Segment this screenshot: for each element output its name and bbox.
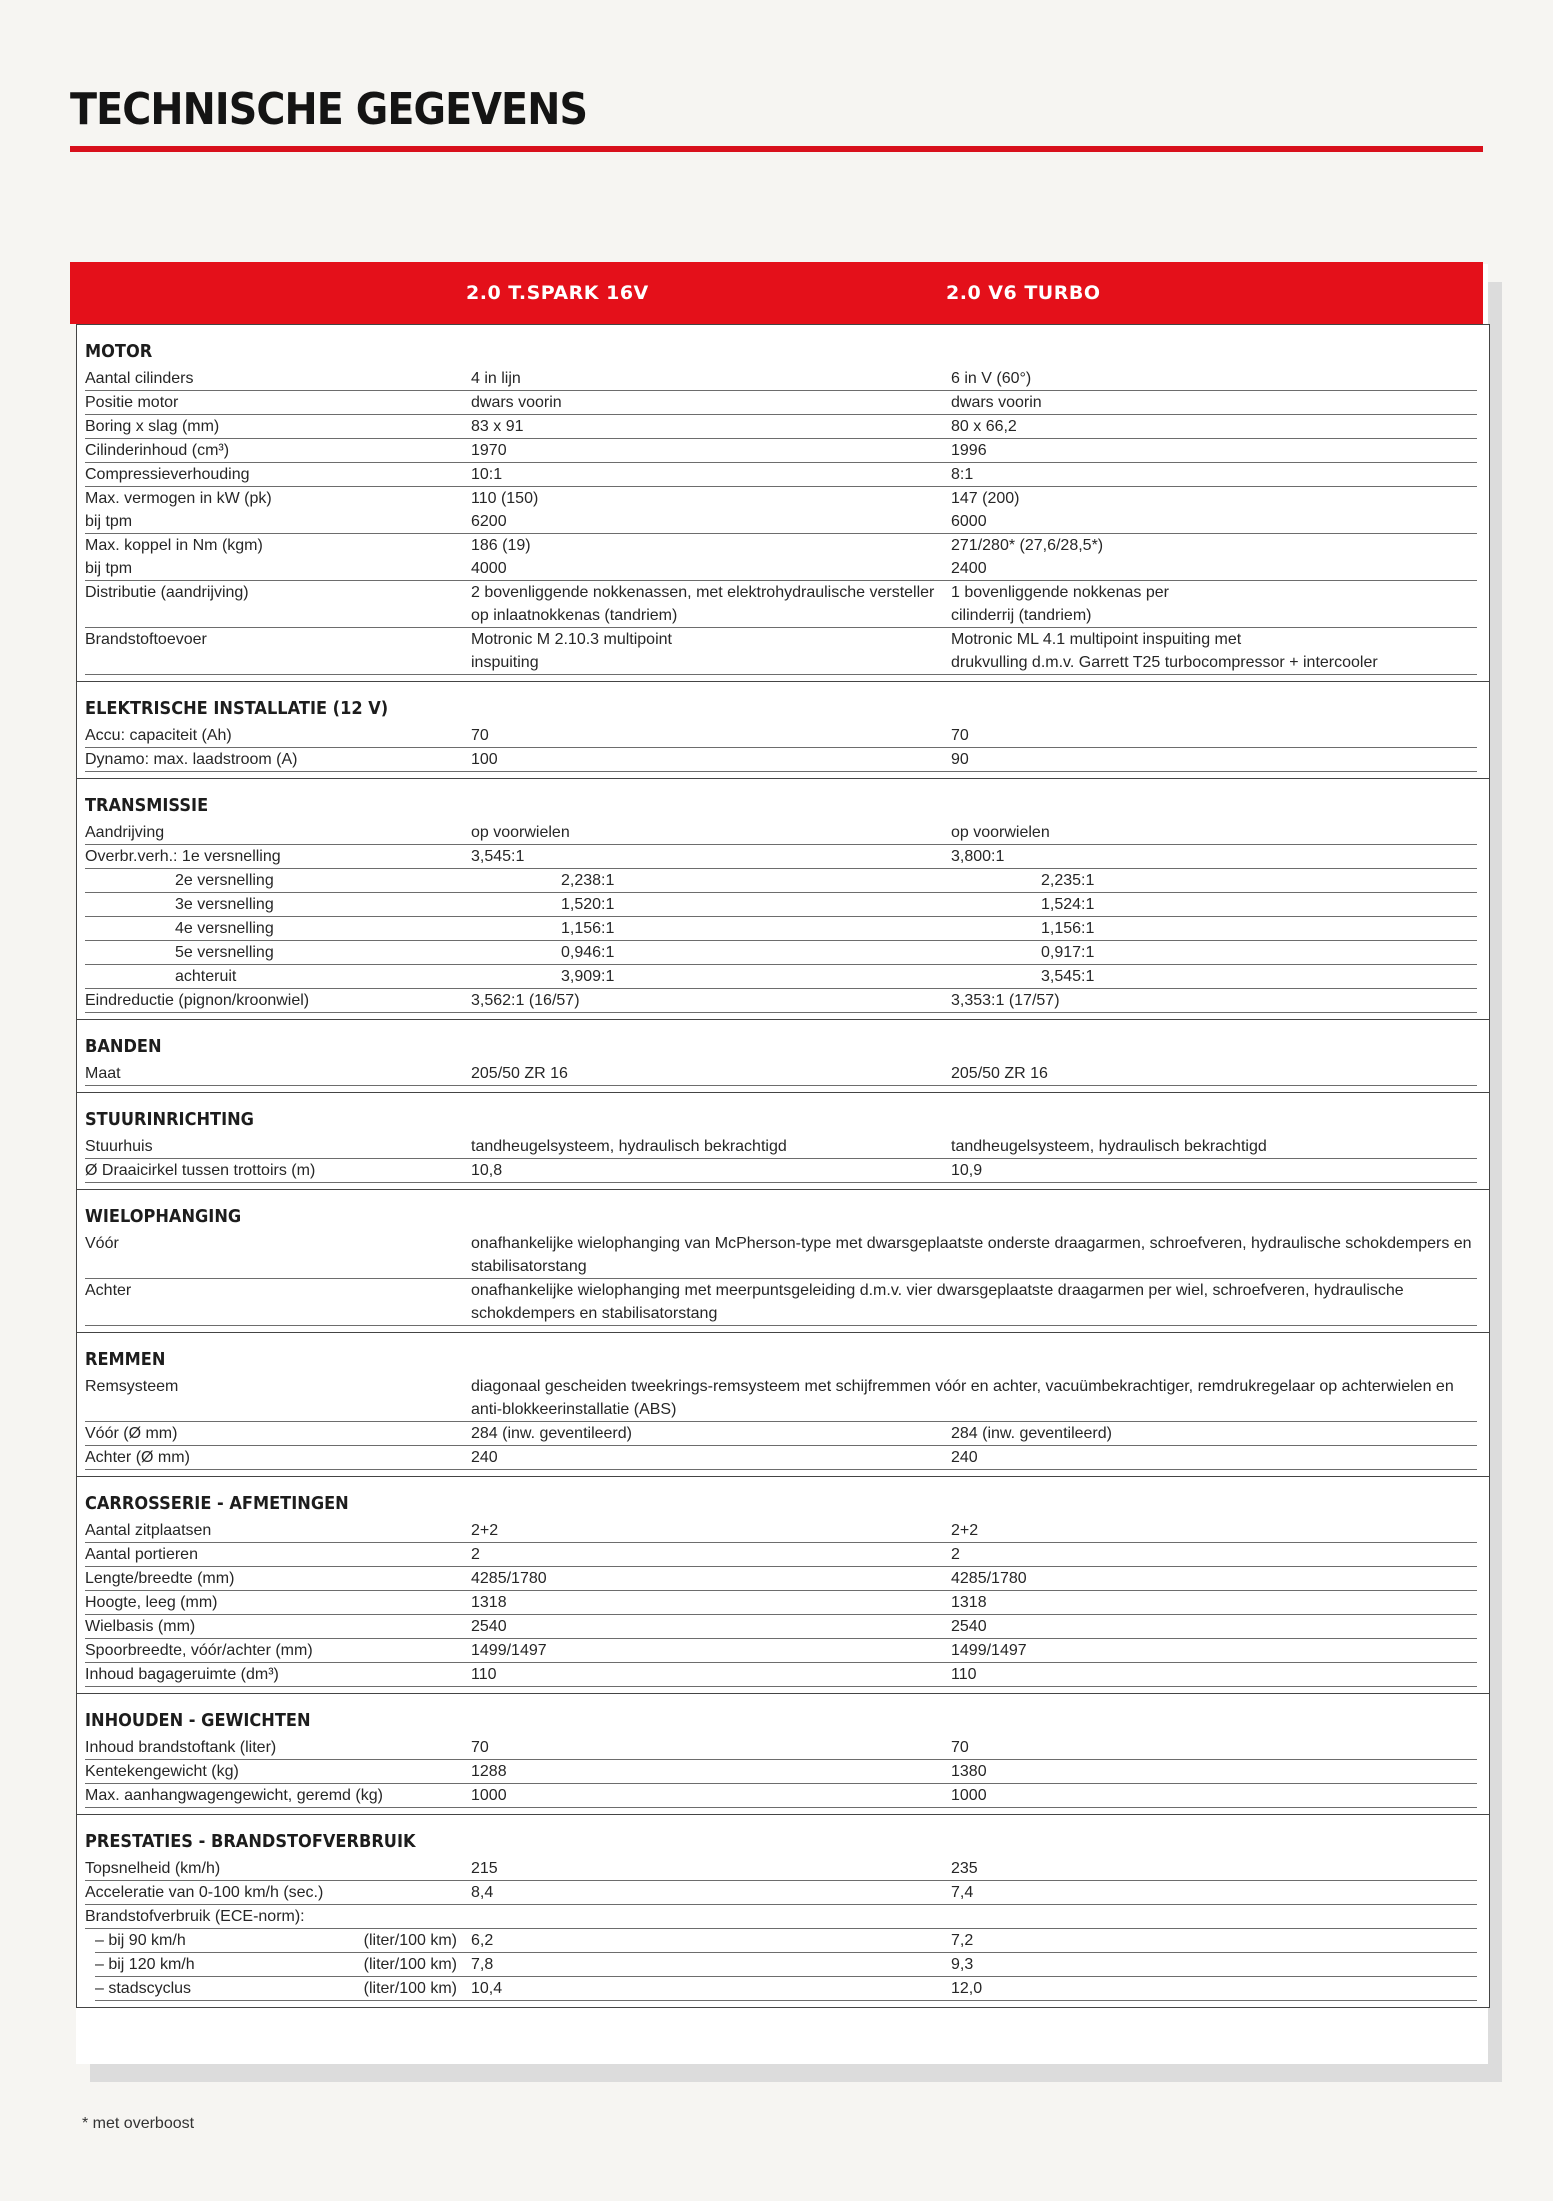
section-title: MOTOR: [85, 341, 153, 362]
cell-line: diagonaal gescheiden tweekrings-remsysteem met schijfremmen vóór en achter, vacuümbekrachtiger, remdrukregelaar op achterwielen en: [471, 1378, 1454, 1395]
title-rule: [70, 146, 1483, 152]
spec-section: [77, 778, 1489, 1019]
section-title: INHOUDEN - GEWICHTEN: [85, 1710, 311, 1731]
spec-label-text: Brandstoftoevoer: [85, 631, 207, 648]
spec-value-tspark: 3,562:1 (16/57): [471, 992, 580, 1009]
spec-label-text: Stuurhuis: [85, 1138, 153, 1155]
spec-label: [85, 941, 561, 964]
section-title: BANDEN: [85, 1036, 162, 1057]
spec-value-both: [471, 1375, 1477, 1421]
spec-label: [85, 487, 471, 533]
cell-line: anti-blokkeerinstallatie (ABS): [471, 1401, 677, 1418]
spec-label-text: Kentekengewicht (kg): [85, 1763, 239, 1780]
spec-value-tspark: 7,8: [471, 1956, 494, 1973]
spec-label: [85, 869, 561, 892]
spec-value-v6-turbo: [951, 628, 1477, 674]
spec-value-v6-turbo: [951, 581, 1477, 627]
spec-label: [85, 724, 471, 747]
spec-value-tspark: 2540: [471, 1618, 507, 1635]
spec-label-text: achteruit: [175, 968, 237, 985]
column-header-v6-turbo: 2.0 V6 TURBO: [946, 282, 1101, 304]
spec-label: [95, 1929, 471, 1952]
spec-value-tspark: 10,8: [471, 1162, 503, 1179]
spec-row: [85, 1375, 1477, 1422]
spec-row: [85, 1639, 1477, 1663]
spec-label: [85, 1639, 471, 1662]
spec-value-v6-turbo: 205/50 ZR 16: [951, 1065, 1048, 1082]
spec-label-text: Hoogte, leeg (mm): [85, 1594, 218, 1611]
section-title: STUURINRICHTING: [85, 1109, 254, 1130]
spec-row: [85, 989, 1477, 1013]
spec-value-tspark: 2: [471, 1546, 480, 1563]
spec-label: [85, 1543, 471, 1566]
spec-value-tspark: 1288: [471, 1763, 507, 1780]
spec-value-v6-turbo: 90: [951, 751, 969, 768]
spec-label-text: 2e versnelling: [175, 872, 274, 889]
spec-label: [85, 1159, 471, 1182]
spec-section: [77, 1332, 1489, 1476]
spec-row: [85, 463, 1477, 487]
spec-label-text: Overbr.verh.: 1e versnelling: [85, 848, 281, 865]
spec-value-v6-turbo: [951, 534, 1477, 580]
spec-value-tspark: 3,909:1: [561, 968, 615, 985]
spec-value-v6-turbo: 110: [951, 1666, 977, 1683]
spec-value-v6-turbo: 12,0: [951, 1980, 983, 1997]
spec-label: [85, 917, 561, 940]
spec-value-v6-turbo: dwars voorin: [951, 394, 1042, 411]
spec-row: [85, 534, 1477, 581]
spec-label: [85, 965, 561, 988]
spec-value-v6-turbo: 235: [951, 1860, 978, 1877]
spec-value-tspark: 1970: [471, 442, 507, 459]
cell-line: 6000: [951, 513, 987, 530]
spec-row: [85, 581, 1477, 628]
spec-section: [77, 1476, 1489, 1693]
spec-value-v6-turbo: 2540: [951, 1618, 987, 1635]
spec-table-header: [70, 262, 1483, 324]
spec-row: [85, 1881, 1477, 1905]
spec-label-text: 4e versnelling: [175, 920, 274, 937]
cell-line: Max. koppel in Nm (kgm): [85, 537, 263, 554]
cell-line: 271/280* (27,6/28,5*): [951, 537, 1104, 554]
cell-line: cilinderrij (tandriem): [951, 607, 1092, 624]
spec-label: [85, 1232, 471, 1278]
spec-label: [85, 1760, 471, 1783]
cell-line: inspuiting: [471, 654, 539, 671]
cell-line: 4000: [471, 560, 507, 577]
spec-value-v6-turbo: 1318: [951, 1594, 987, 1611]
spec-label-text: Accu: capaciteit (Ah): [85, 727, 232, 744]
spec-row: [85, 748, 1477, 772]
spec-value-v6-turbo: 9,3: [951, 1956, 974, 1973]
spec-row: [85, 1615, 1477, 1639]
spec-label-text: Eindreductie (pignon/kroonwiel): [85, 992, 310, 1009]
spec-value-v6-turbo: 240: [951, 1449, 978, 1466]
spec-label: [85, 415, 471, 438]
section-title: ELEKTRISCHE INSTALLATIE (12 V): [85, 698, 389, 719]
spec-value-v6-turbo: 1000: [951, 1787, 987, 1804]
spec-label-text: – stadscyclus: [95, 1980, 192, 1997]
spec-row: [95, 1953, 1477, 1977]
spec-row: [85, 845, 1477, 869]
spec-unit: (liter/100 km): [363, 1932, 457, 1949]
spec-value-tspark: 205/50 ZR 16: [471, 1065, 568, 1082]
spec-value-tspark: 100: [471, 751, 498, 768]
section-title: WIELOPHANGING: [85, 1206, 242, 1227]
spec-row: [85, 1159, 1477, 1183]
cell-line: 2 bovenliggende nokkenassen, met elektrohydraulische versteller: [471, 584, 935, 601]
cell-line: 6200: [471, 513, 507, 530]
spec-label-text: Brandstofverbruik (ECE-norm):: [85, 1908, 305, 1925]
spec-label-text: Dynamo: max. laadstroom (A): [85, 751, 298, 768]
spec-row: [85, 391, 1477, 415]
spec-label: [85, 1567, 471, 1590]
spec-section: [77, 324, 1489, 681]
spec-label: [85, 1615, 471, 1638]
spec-label-text: Vóór (Ø mm): [85, 1425, 178, 1442]
spec-value-tspark: 4285/1780: [471, 1570, 547, 1587]
spec-row: [85, 724, 1477, 748]
spec-label: [85, 1519, 471, 1542]
spec-value-v6-turbo: 1996: [951, 442, 987, 459]
spec-value-v6-turbo: 3,545:1: [1041, 968, 1095, 985]
spec-row: [85, 1135, 1477, 1159]
spec-label-text: – bij 90 km/h: [95, 1932, 186, 1949]
spec-label: [85, 748, 471, 771]
spec-row: [85, 821, 1477, 845]
spec-value-v6-turbo: 2,235:1: [1041, 872, 1095, 889]
spec-label: [85, 1446, 471, 1469]
spec-value-tspark: 4 in lijn: [471, 370, 521, 387]
spec-label-text: Aantal zitplaatsen: [85, 1522, 212, 1539]
spec-row: [95, 1977, 1477, 2001]
spec-value-v6-turbo: 2: [951, 1546, 960, 1563]
spec-row: [85, 917, 1477, 941]
section-title: REMMEN: [85, 1349, 166, 1370]
spec-value-tspark: 284 (inw. geventileerd): [471, 1425, 632, 1442]
spec-value-v6-turbo: tandheugelsysteem, hydraulisch bekrachtigd: [951, 1138, 1267, 1155]
spec-label-text: Achter (Ø mm): [85, 1449, 190, 1466]
spec-label: [85, 439, 471, 462]
spec-label: [85, 845, 471, 868]
spec-label-text: 3e versnelling: [175, 896, 274, 913]
cell-line: Motronic ML 4.1 multipoint inspuiting met: [951, 631, 1242, 648]
section-title: TRANSMISSIE: [85, 795, 209, 816]
spec-label-text: Topsnelheid (km/h): [85, 1860, 221, 1877]
spec-row: [85, 1760, 1477, 1784]
spec-label: [85, 1375, 471, 1421]
spec-row: [95, 1929, 1477, 1953]
cell-line: 186 (19): [471, 537, 531, 554]
spec-label: [85, 534, 471, 580]
section-title: CARROSSERIE - AFMETINGEN: [85, 1493, 349, 1514]
spec-value-tspark: 83 x 91: [471, 418, 524, 435]
spec-value-tspark: dwars voorin: [471, 394, 562, 411]
cell-line: drukvulling d.m.v. Garrett T25 turbocompressor + intercooler: [951, 654, 1378, 671]
spec-value-tspark: 1318: [471, 1594, 507, 1611]
spec-label: [85, 989, 471, 1012]
spec-value-tspark: [471, 487, 951, 533]
spec-row: [85, 1591, 1477, 1615]
spec-label-text: Acceleratie van 0-100 km/h (sec.): [85, 1884, 324, 1901]
spec-row: [85, 941, 1477, 965]
spec-label: [85, 391, 471, 414]
spec-row: [85, 1543, 1477, 1567]
spec-label-text: Remsysteem: [85, 1378, 179, 1395]
cell-line: 147 (200): [951, 490, 1020, 507]
spec-value-v6-turbo: 1499/1497: [951, 1642, 1027, 1659]
spec-value-v6-turbo: [951, 1905, 1477, 1928]
spec-section: [77, 1019, 1489, 1092]
spec-row: [85, 1857, 1477, 1881]
spec-label: [85, 367, 471, 390]
spec-value-tspark: 10:1: [471, 466, 503, 483]
spec-row: [85, 439, 1477, 463]
spec-value-tspark: [471, 628, 951, 674]
spec-label: [95, 1977, 471, 2000]
spec-row: [85, 415, 1477, 439]
cell-line: Motronic M 2.10.3 multipoint: [471, 631, 672, 648]
spec-label: [85, 1881, 471, 1904]
spec-value-tspark: op voorwielen: [471, 824, 570, 841]
spec-value-v6-turbo: 1,156:1: [1041, 920, 1095, 937]
spec-label-text: – bij 120 km/h: [95, 1956, 195, 1973]
spec-label: [85, 1135, 471, 1158]
spec-value-tspark: 0,946:1: [561, 944, 615, 961]
spec-value-tspark: [471, 581, 951, 627]
spec-table-body: [76, 324, 1490, 2008]
cell-line: 1 bovenliggende nokkenas per: [951, 584, 1169, 601]
spec-value-tspark: 70: [471, 727, 489, 744]
spec-value-tspark: tandheugelsysteem, hydraulisch bekrachtigd: [471, 1138, 787, 1155]
spec-label-text: Aantal cilinders: [85, 370, 194, 387]
column-header-tspark: 2.0 T.SPARK 16V: [466, 282, 649, 304]
spec-value-v6-turbo: 70: [951, 727, 969, 744]
spec-value-tspark: [471, 534, 951, 580]
spec-row: [85, 965, 1477, 989]
spec-value-tspark: 10,4: [471, 1980, 503, 1997]
spec-value-tspark: [471, 1905, 951, 1928]
spec-value-tspark: 2,238:1: [561, 872, 615, 889]
spec-label-text: Aandrijving: [85, 824, 165, 841]
spec-value-v6-turbo: 70: [951, 1739, 969, 1756]
page-title: TECHNISCHE GEGEVENS: [70, 84, 588, 135]
cell-line: bij tpm: [85, 560, 133, 577]
spec-row: [85, 1422, 1477, 1446]
spec-label-text: Maat: [85, 1065, 121, 1082]
spec-label: [85, 1062, 471, 1085]
section-title: PRESTATIES - BRANDSTOFVERBRUIK: [85, 1831, 416, 1852]
spec-label: [85, 1857, 471, 1880]
spec-value-tspark: 1000: [471, 1787, 507, 1804]
spec-label-text: Distributie (aandrijving): [85, 584, 249, 601]
spec-value-v6-turbo: 8:1: [951, 466, 974, 483]
spec-value-tspark: 6,2: [471, 1932, 494, 1949]
spec-row: [85, 869, 1477, 893]
spec-label: [85, 1736, 471, 1759]
spec-value-v6-turbo: 2+2: [951, 1522, 979, 1539]
spec-label: [85, 1279, 471, 1325]
spec-label: [85, 463, 471, 486]
spec-row: [85, 367, 1477, 391]
spec-row: [85, 1446, 1477, 1470]
spec-label: [95, 1953, 471, 1976]
spec-value-v6-turbo: [951, 487, 1477, 533]
spec-value-v6-turbo: 10,9: [951, 1162, 983, 1179]
spec-label-text: Inhoud bagageruimte (dm³): [85, 1666, 279, 1683]
spec-value-tspark: 3,545:1: [471, 848, 525, 865]
spec-value-tspark: 1,520:1: [561, 896, 615, 913]
spec-label-text: Aantal portieren: [85, 1546, 198, 1563]
spec-value-v6-turbo: 7,4: [951, 1884, 974, 1901]
spec-label-text: Achter: [85, 1282, 132, 1299]
spec-value-v6-turbo: 6 in V (60°): [951, 370, 1032, 387]
spec-label-text: 5e versnelling: [175, 944, 274, 961]
spec-row: [85, 1663, 1477, 1687]
spec-label-text: Max. aanhangwagengewicht, geremd (kg): [85, 1787, 383, 1804]
cell-line: 2400: [951, 560, 987, 577]
spec-value-tspark: 1499/1497: [471, 1642, 547, 1659]
spec-label-text: Boring x slag (mm): [85, 418, 220, 435]
spec-label: [85, 1905, 471, 1928]
cell-line: op inlaatnokkenas (tandriem): [471, 607, 678, 624]
footnote: * met overboost: [82, 2115, 195, 2132]
spec-label-text: Inhoud brandstoftank (liter): [85, 1739, 277, 1756]
spec-section: [77, 1189, 1489, 1332]
spec-value-v6-turbo: 3,353:1 (17/57): [951, 992, 1060, 1009]
cell-line: Max. vermogen in kW (pk): [85, 490, 272, 507]
spec-label: [85, 821, 471, 844]
spec-row: [85, 1905, 1477, 1929]
spec-label: [85, 1663, 471, 1686]
spec-value-tspark: 2+2: [471, 1522, 499, 1539]
spec-row: [85, 1232, 1477, 1279]
spec-value-v6-turbo: 3,800:1: [951, 848, 1005, 865]
spec-value-v6-turbo: 7,2: [951, 1932, 974, 1949]
spec-label-text: Positie motor: [85, 394, 179, 411]
spec-value-both: onafhankelijke wielophanging van McPherson-type met dwarsgeplaatste onderste draagarmen, schroefveren, hydraulische schokdempers en stabilisatorstang: [471, 1235, 1472, 1275]
spec-label-text: Lengte/breedte (mm): [85, 1570, 235, 1587]
spec-unit: (liter/100 km): [363, 1980, 457, 1997]
spec-row: [85, 1519, 1477, 1543]
spec-value-tspark: 8,4: [471, 1884, 494, 1901]
spec-label-text: Spoorbreedte, vóór/achter (mm): [85, 1642, 313, 1659]
spec-label-text: Compressieverhouding: [85, 466, 250, 483]
spec-label-text: Ø Draaicirkel tussen trottoirs (m): [85, 1162, 316, 1179]
spec-label: [85, 893, 561, 916]
spec-row: [85, 1736, 1477, 1760]
spec-value-tspark: 1,156:1: [561, 920, 615, 937]
spec-row: [85, 1062, 1477, 1086]
spec-unit: (liter/100 km): [363, 1956, 457, 1973]
spec-label: [85, 1422, 471, 1445]
spec-value-both: onafhankelijke wielophanging met meerpuntsgeleiding d.m.v. vier dwarsgeplaatste draagarmen per wiel, schroefveren, hydraulische schokdempers en stabilisatorstang: [471, 1282, 1404, 1322]
spec-label-text: Cilinderinhoud (cm³): [85, 442, 230, 459]
spec-value-v6-turbo: 1380: [951, 1763, 987, 1780]
spec-row: [85, 487, 1477, 534]
spec-label-text: Vóór: [85, 1235, 119, 1252]
spec-value-v6-turbo: 284 (inw. geventileerd): [951, 1425, 1112, 1442]
spec-value-tspark: 110: [471, 1666, 497, 1683]
spec-label: [85, 581, 471, 627]
spec-row: [85, 1279, 1477, 1326]
spec-value-v6-turbo: 1,524:1: [1041, 896, 1095, 913]
spec-section: [77, 681, 1489, 778]
spec-label-text: Wielbasis (mm): [85, 1618, 196, 1635]
spec-value-tspark: 215: [471, 1860, 498, 1877]
spec-label: [85, 1591, 471, 1614]
spec-row: [85, 1784, 1477, 1808]
spec-label: [85, 628, 471, 674]
spec-value-v6-turbo: 0,917:1: [1041, 944, 1095, 961]
spec-value-v6-turbo: 80 x 66,2: [951, 418, 1017, 435]
spec-value-v6-turbo: 4285/1780: [951, 1570, 1027, 1587]
spec-section: [77, 1092, 1489, 1189]
cell-line: 110 (150): [471, 490, 539, 507]
spec-label: [85, 1784, 471, 1807]
spec-value-v6-turbo: op voorwielen: [951, 824, 1050, 841]
spec-row: [85, 1567, 1477, 1591]
spec-value-tspark: 240: [471, 1449, 498, 1466]
spec-value-tspark: 70: [471, 1739, 489, 1756]
cell-line: bij tpm: [85, 513, 133, 530]
spec-section: [77, 1693, 1489, 1814]
spec-section: [77, 1814, 1489, 2007]
spec-row: [85, 893, 1477, 917]
spec-row: [85, 628, 1477, 675]
